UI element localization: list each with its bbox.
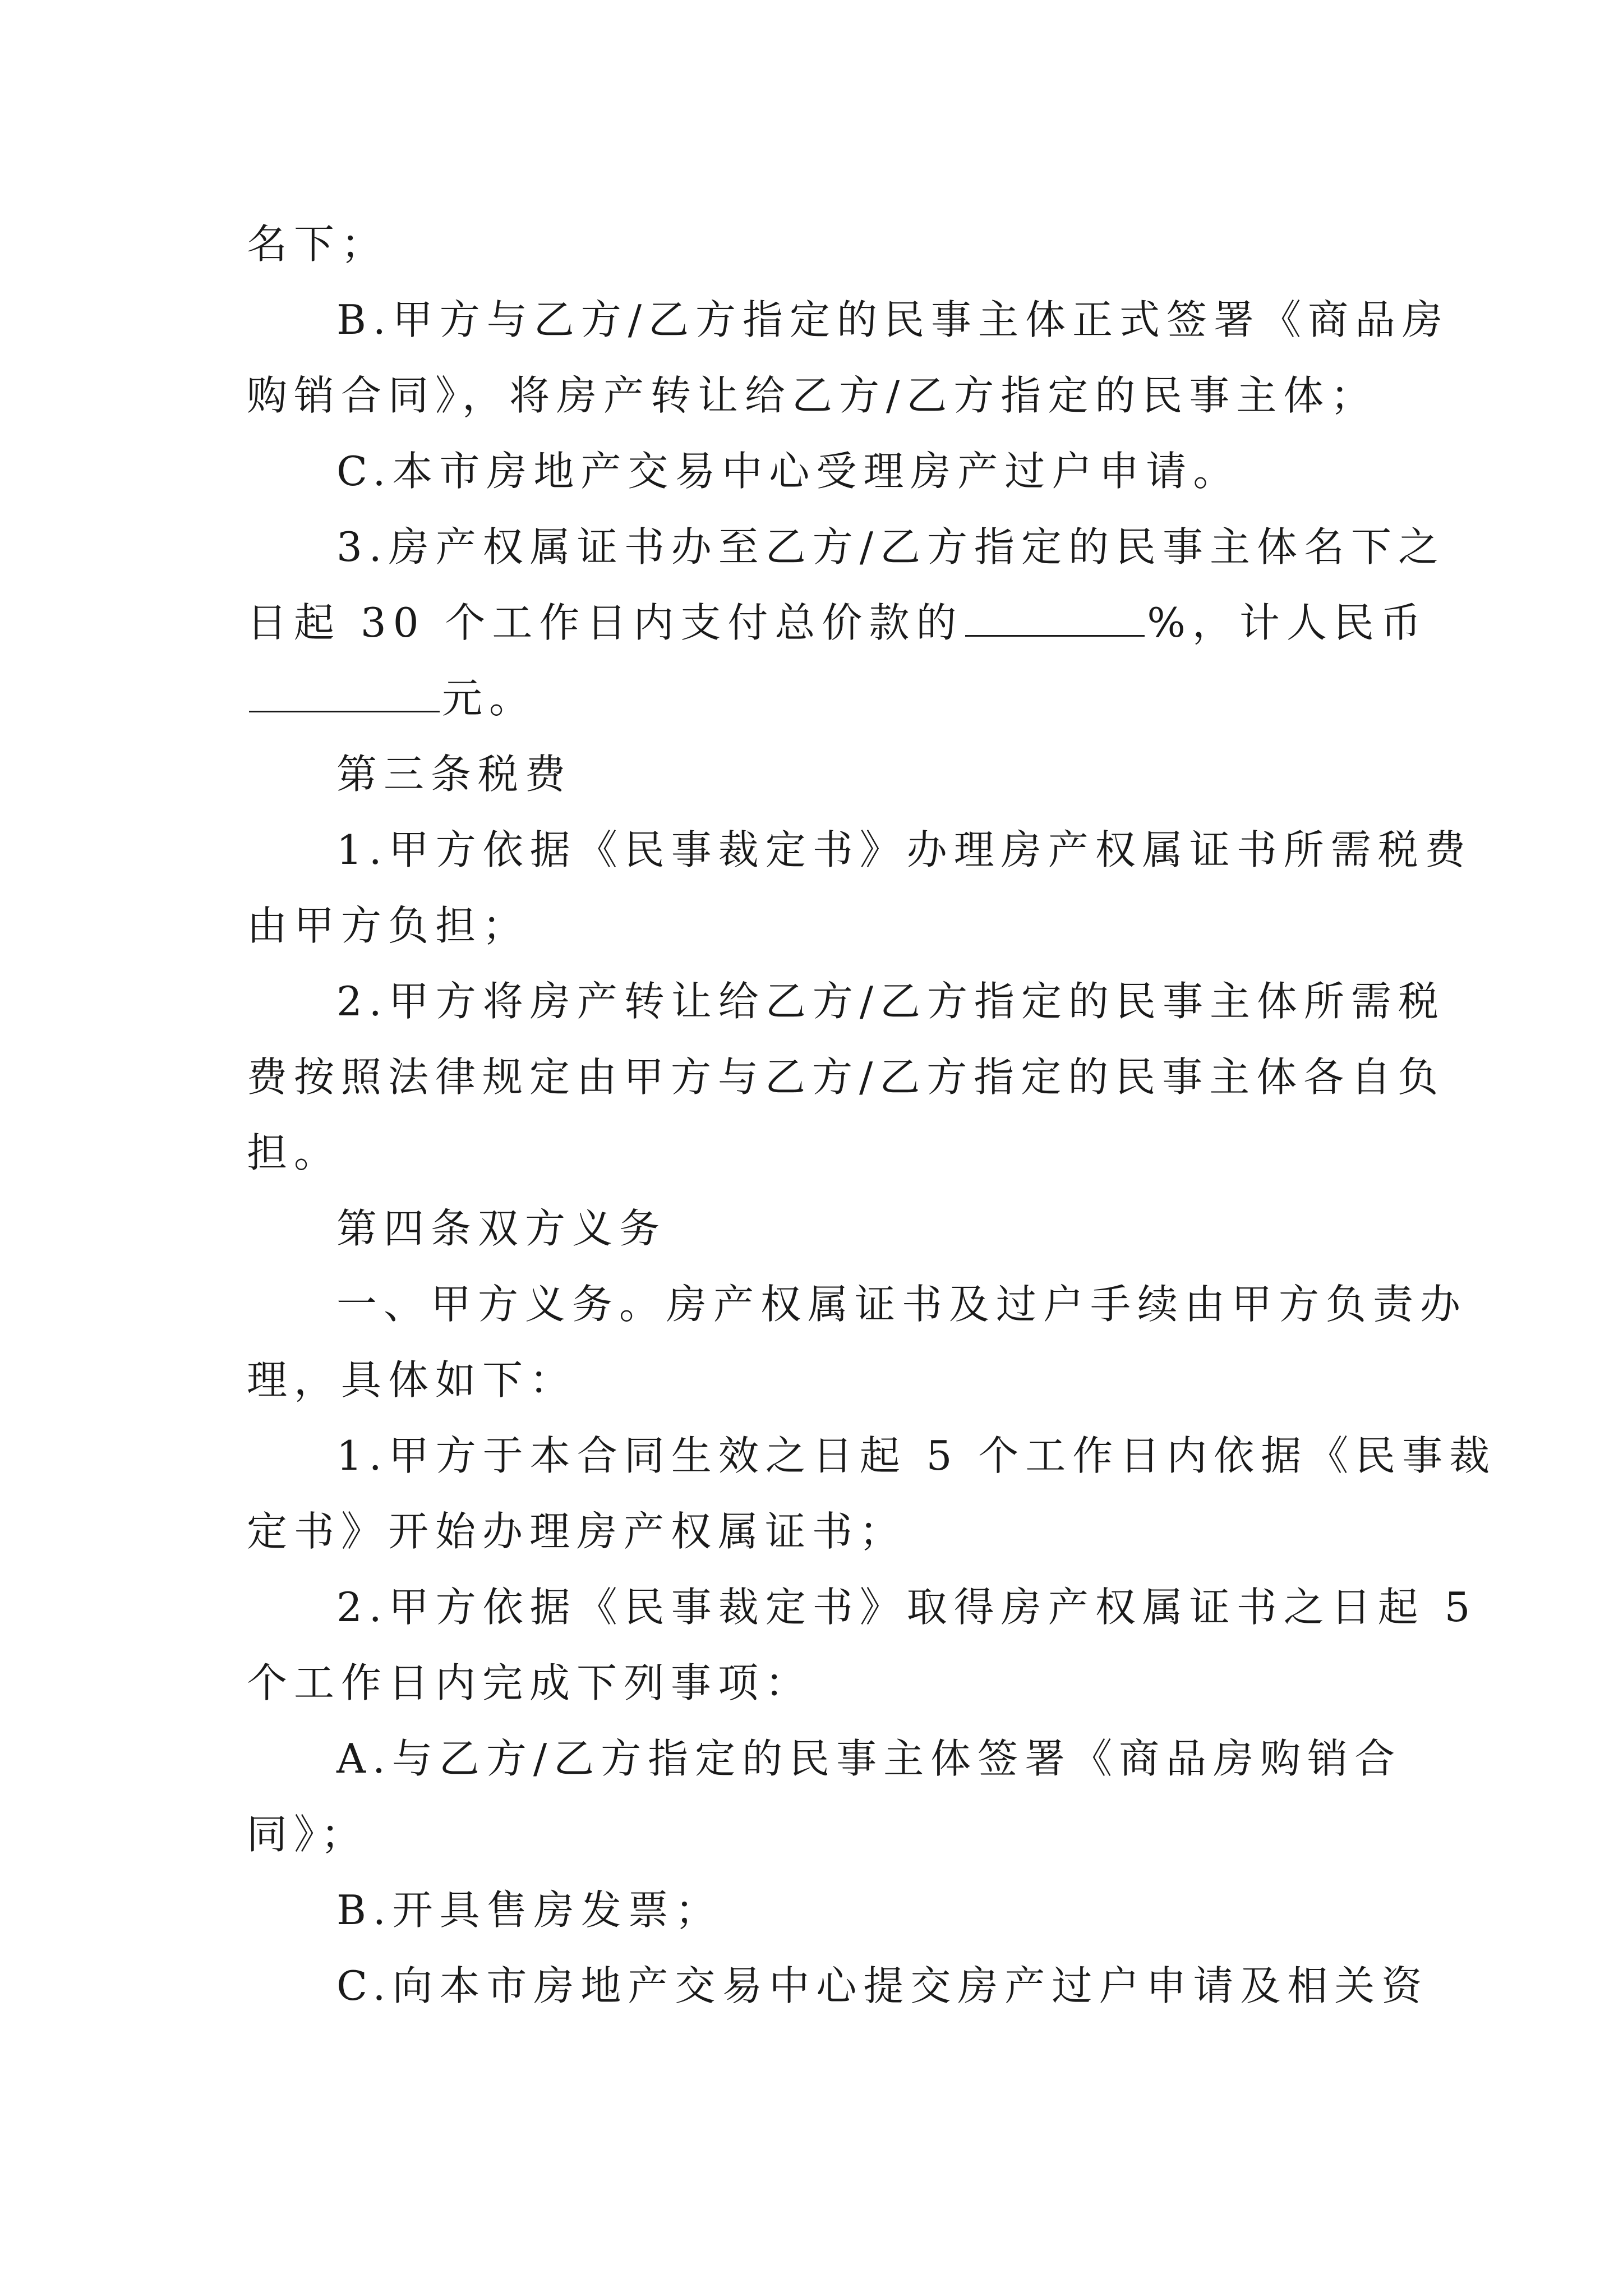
text-line: 2.甲方依据《民事裁定书》取得房产权属证书之日起 5 (336, 1584, 1477, 1631)
text-line: 购销合同》，将房产转让给乙方/乙方指定的民事主体； (247, 372, 1378, 419)
section-heading: 第四条双方义务 (336, 1205, 667, 1252)
text-line-with-blank (247, 595, 1428, 651)
text-line: 担。 (247, 1129, 342, 1176)
text-segment: 日起 30 个工作日内支付总价款的 (247, 599, 963, 646)
text-line: 费按照法律规定由甲方与乙方/乙方指定的民事主体各自负 (247, 1053, 1445, 1101)
text-segment: %，计人民币 (1147, 599, 1428, 646)
text-line: 定书》开始办理房产权属证书； (247, 1508, 907, 1555)
fill-in-blank[interactable] (965, 596, 1145, 637)
text-line: 个工作日内完成下列事项： (247, 1659, 813, 1706)
text-line: 3.房产权属证书办至乙方/乙方指定的民事主体名下之 (336, 523, 1445, 570)
text-line: 理，具体如下： (247, 1356, 577, 1404)
text-line: 一、甲方义务。房产权属证书及过户手续由甲方负责办 (336, 1281, 1468, 1328)
text-line: 同》； (247, 1811, 368, 1858)
text-segment: 元。 (442, 675, 537, 722)
text-line: A.与乙方/乙方指定的民事主体签署《商品房购销合 (336, 1735, 1402, 1782)
text-line: 2.甲方将房产转让给乙方/乙方指定的民事主体所需税 (336, 978, 1445, 1025)
text-line: 1.甲方依据《民事裁定书》办理房产权属证书所需税费 (336, 826, 1472, 873)
text-line: C.向本市房地产交易中心提交房产过户申请及相关资 (336, 1962, 1429, 2009)
text-line: B.开具售房发票； (336, 1887, 722, 1934)
text-line: C.本市房地产交易中心受理房产过户申请。 (336, 448, 1241, 495)
text-line-with-blank (247, 670, 1391, 726)
text-line: 由甲方负担； (247, 902, 530, 949)
text-line: 名下； (247, 220, 389, 268)
fill-in-blank[interactable] (249, 671, 440, 712)
section-heading: 第三条税费 (336, 751, 573, 798)
text-line: 1.甲方于本合同生效之日起 5 个工作日内依据《民事裁 (336, 1432, 1497, 1479)
text-line: B.甲方与乙方/乙方指定的民事主体正式签署《商品房 (336, 296, 1450, 343)
